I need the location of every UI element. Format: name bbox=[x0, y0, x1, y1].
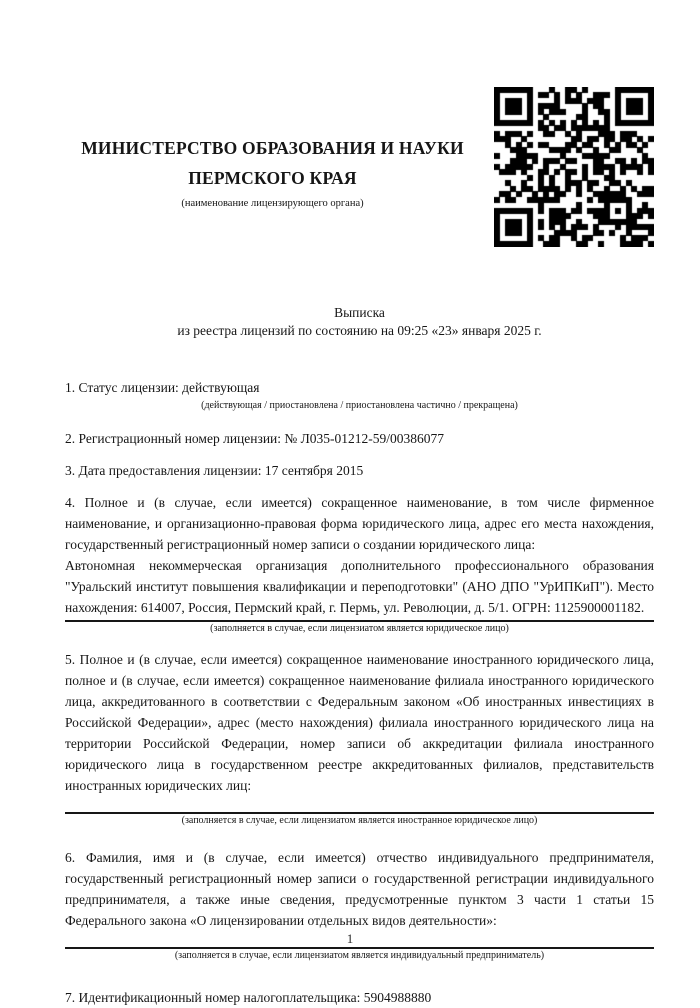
foreign-entity-value bbox=[65, 796, 654, 810]
document-title-line1: Выписка bbox=[334, 305, 385, 320]
document-title-line2: из реестра лицензий по состоянию на 09:25 «23» января 2025 г. bbox=[177, 323, 542, 338]
entrepreneur-question: 6. Фамилия, имя и (в случае, если имеется) отчество индивидуального предпринимателя, государственный регистрационный номер записи о государственной регистрации индивидуального предпринимателя, а также иные сведения, предусмотренные пунктом 3 части 1 статьи 15 Федерального закона «О лицензировании отдельных видов деятельности»: bbox=[65, 850, 654, 928]
foreign-entity-caption: (заполняется в случае, если лицензиатом является иностранное юридическое лицо) bbox=[181, 815, 538, 826]
grant-date-text: 3. Дата предоставления лицензии: 17 сентября 2015 bbox=[65, 463, 364, 478]
legal-entity-value: Автономная некоммерческая организация дополнительного профессионального образования "Уральский институт повышения квалификации и переподготовки" (АНО ДПО "УрИПКиП"). Место нахождения: 614007, Россия, Пермский край, г. Пермь, ул. Революции, д. 5/1. ОГРН: 1125900001182. bbox=[65, 558, 654, 615]
foreign-entity-question: 5. Полное и (в случае, если имеется) сокращенное наименование иностранного юридического лица, полное и (в случае, если имеется) сокращенное наименование филиала иностранного юридического лица, аккредитованного в соответствии с Федеральным законом «Об иностранных инвестициях в Российской Федерации», адрес (место нахождения) филиала иностранного юридического лица на территории Российской Федерации, номер записи об аккредитации филиала иностранного юридического лица в государственном реестре аккредитованных филиалов, представительств иностранных юридических лиц: bbox=[65, 652, 654, 793]
item-registration-number bbox=[65, 428, 654, 449]
qr-code bbox=[494, 87, 654, 247]
licensing-authority-block bbox=[65, 87, 494, 209]
page-number: 1 bbox=[346, 931, 354, 946]
ministry-caption: (наименование лицензирующего органа) bbox=[181, 198, 364, 209]
legal-entity-caption: (заполняется в случае, если лицензиатом является юридическое лицо) bbox=[210, 623, 509, 634]
license-status-caption: (действующая / приостановлена / приостановлена частично / прекращена) bbox=[201, 400, 518, 411]
item-foreign-entity bbox=[65, 649, 654, 828]
item-license-status bbox=[65, 377, 654, 413]
registration-number-text: 2. Регистрационный номер лицензии: № Л035-01212-59/00386077 bbox=[65, 431, 445, 446]
document-title bbox=[65, 304, 654, 340]
license-status-text: 1. Статус лицензии: действующая bbox=[65, 380, 260, 395]
entrepreneur-caption: (заполняется в случае, если лицензиатом является индивидуальный предприниматель) bbox=[174, 950, 545, 961]
item-legal-entity bbox=[65, 492, 654, 636]
ministry-name-line2: ПЕРМСКОГО КРАЯ bbox=[188, 168, 357, 188]
document-header bbox=[65, 87, 654, 247]
item-taxpayer-number bbox=[65, 987, 654, 1008]
ministry-name-line1: МИНИСТЕРСТВО ОБРАЗОВАНИЯ И НАУКИ bbox=[81, 138, 464, 158]
legal-entity-question: 4. Полное и (в случае, если имеется) сокращенное наименование, в том числе фирменное наименование, и организационно-правовая форма юридического лица, адрес его места нахождения, государственный регистрационный номер записи о создании юридического лица: bbox=[65, 495, 654, 552]
item-grant-date bbox=[65, 460, 654, 481]
taxpayer-number-text: 7. Идентификационный номер налогоплательщика: 5904988880 bbox=[65, 990, 432, 1005]
